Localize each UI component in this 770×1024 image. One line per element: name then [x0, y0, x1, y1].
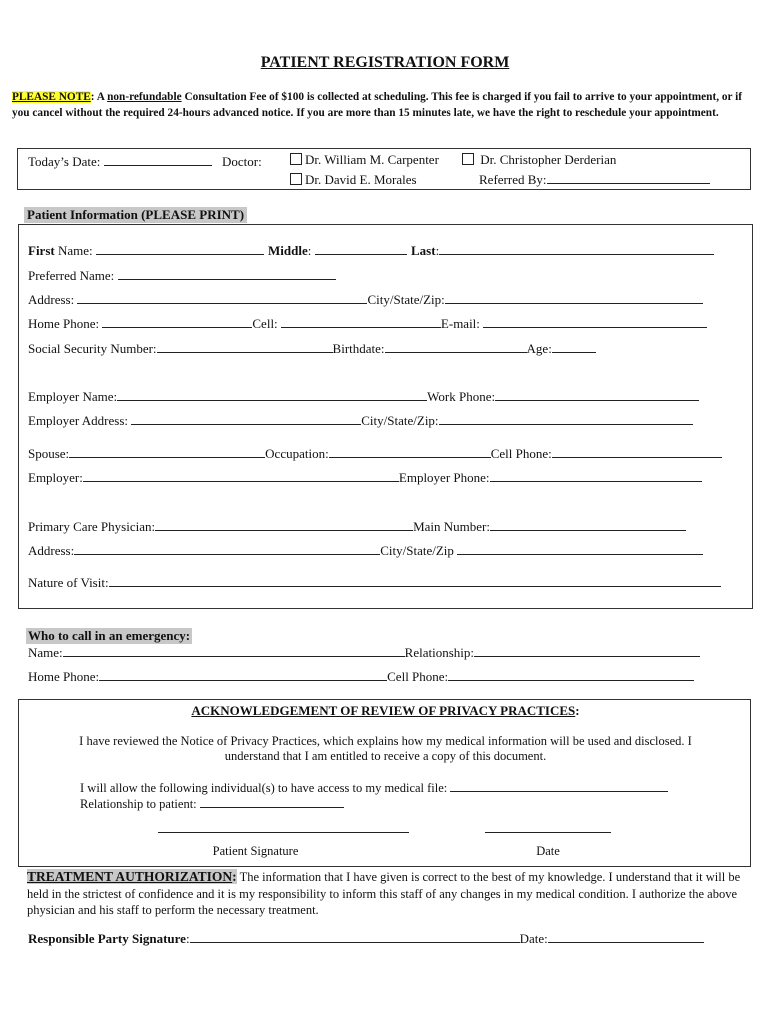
- allow-access-label: I will allow the following individual(s) to have access to my medical file:: [80, 781, 448, 795]
- doctor-label: Doctor:: [222, 154, 262, 169]
- home-phone-field[interactable]: [102, 317, 252, 328]
- doctor-option-derderian[interactable]: Dr. Christopher Derderian: [462, 152, 616, 168]
- occupation-field[interactable]: [329, 447, 491, 458]
- patient-signature-line[interactable]: [158, 832, 409, 833]
- pcp-address-field[interactable]: [74, 544, 380, 555]
- ssn-field[interactable]: [157, 342, 333, 353]
- responsible-date-field[interactable]: [548, 932, 704, 943]
- emergency-name-label: Name:: [28, 645, 63, 660]
- age-field[interactable]: [552, 342, 596, 353]
- ssn-label: Social Security Number:: [28, 341, 157, 356]
- checkbox-icon[interactable]: [290, 153, 302, 165]
- pcp-field[interactable]: [155, 520, 413, 531]
- acknowledgement-heading: ACKNOWLEDGEMENT OF REVIEW OF PRIVACY PRACTICES: [191, 703, 576, 718]
- spouse-cell-field[interactable]: [552, 447, 722, 458]
- first-name-field[interactable]: [96, 244, 264, 255]
- emergency-relationship-field[interactable]: [474, 646, 700, 657]
- responsible-party-signature-field[interactable]: [190, 932, 520, 943]
- relationship-to-patient-field[interactable]: [200, 797, 344, 808]
- last-name-field[interactable]: [439, 244, 714, 255]
- emergency-cell-field[interactable]: [448, 670, 694, 681]
- preferred-name-label: Preferred Name:: [28, 268, 115, 283]
- pcp-city-field[interactable]: [457, 544, 703, 555]
- birthdate-field[interactable]: [385, 342, 527, 353]
- referred-by-label: Referred By:: [479, 172, 547, 187]
- ack-line-1: I have reviewed the Notice of Privacy Practices, which explains how my medical information will be used and disclosed. I: [79, 734, 692, 748]
- allow-access-field[interactable]: [450, 781, 668, 792]
- work-phone-field[interactable]: [495, 390, 699, 401]
- main-number-field[interactable]: [490, 520, 686, 531]
- preferred-name-field[interactable]: [118, 269, 336, 280]
- doctor-option-carpenter[interactable]: Dr. William M. Carpenter: [290, 152, 439, 168]
- referred-by-field[interactable]: [547, 173, 710, 184]
- fee-notice: PLEASE NOTE: A non-refundable Consultation Fee of $100 is collected at scheduling. This fee is charged if you fail to arrive to your appointment, or if you cancel without the required 24-hours advanced notice. If you are more than 15 minutes late, we have the right to reschedule your appointment.: [12, 91, 743, 119]
- employer-name-field[interactable]: [117, 390, 427, 401]
- responsible-party-label: Responsible Party Signature: [28, 931, 186, 946]
- home-phone-label: Home Phone:: [28, 316, 100, 331]
- ack-date-label: Date: [536, 844, 560, 858]
- non-refundable-text: non-refundable: [107, 91, 182, 103]
- patient-info-heading: Patient Information (PLEASE PRINT): [24, 207, 247, 223]
- todays-date-field[interactable]: [104, 155, 212, 166]
- emergency-home-phone-field[interactable]: [99, 670, 387, 681]
- form-title: PATIENT REGISTRATION FORM: [260, 54, 510, 71]
- nature-of-visit-label: Nature of Visit:: [28, 575, 109, 590]
- treatment-label: TREATMENT AUTHORIZATION: [27, 869, 233, 884]
- spouse-label: Spouse:: [28, 446, 70, 461]
- nature-of-visit-field[interactable]: [109, 576, 721, 587]
- checkbox-icon[interactable]: [290, 173, 302, 185]
- pcp-label: Primary Care Physician:: [28, 519, 156, 534]
- treatment-authorization: TREATMENT AUTHORIZATION: The information that I have given is correct to the best of my knowledge. I understand that it will be held in the strictest of confidence and it is my responsibility to inform this staff of any changes in my medical condition. I authorize the above physician and his staff to perform the necessary treatment.: [27, 869, 741, 917]
- patient-signature-label: Patient Signature: [212, 844, 299, 858]
- employer-address-label: Employer Address:: [28, 413, 129, 428]
- spouse-employer-phone-field[interactable]: [490, 471, 702, 482]
- middle-label: Middle: [268, 243, 308, 258]
- relationship-to-patient-label: Relationship to patient:: [80, 797, 197, 811]
- please-note-label: PLEASE NOTE: [12, 91, 91, 103]
- employer-address-field[interactable]: [131, 414, 361, 425]
- city-state-zip-field[interactable]: [445, 293, 703, 304]
- email-field[interactable]: [483, 317, 707, 328]
- employer-name-label: Employer Name:: [28, 389, 118, 404]
- checkbox-icon[interactable]: [462, 153, 474, 165]
- pcp-address-label: Address:: [28, 543, 75, 558]
- employer-city-field[interactable]: [439, 414, 693, 425]
- last-label: Last: [411, 243, 436, 258]
- emergency-heading: Who to call in an emergency:: [28, 628, 191, 643]
- ack-line-2: understand that I am entitled to receive a copy of this document.: [224, 749, 547, 763]
- doctor-option-morales[interactable]: Dr. David E. Morales: [290, 172, 417, 188]
- emergency-name-field[interactable]: [63, 646, 405, 657]
- employer-label: Employer:: [28, 470, 83, 485]
- spouse-employer-field[interactable]: [83, 471, 399, 482]
- first-label: First: [28, 243, 55, 258]
- todays-date-label: Today’s Date:: [28, 154, 101, 169]
- emergency-home-phone-label: Home Phone:: [28, 669, 100, 684]
- ack-date-line[interactable]: [485, 832, 611, 833]
- address-field[interactable]: [77, 293, 367, 304]
- middle-name-field[interactable]: [315, 244, 407, 255]
- cell-field[interactable]: [281, 317, 441, 328]
- address-label: Address:: [28, 292, 75, 307]
- spouse-field[interactable]: [69, 447, 265, 458]
